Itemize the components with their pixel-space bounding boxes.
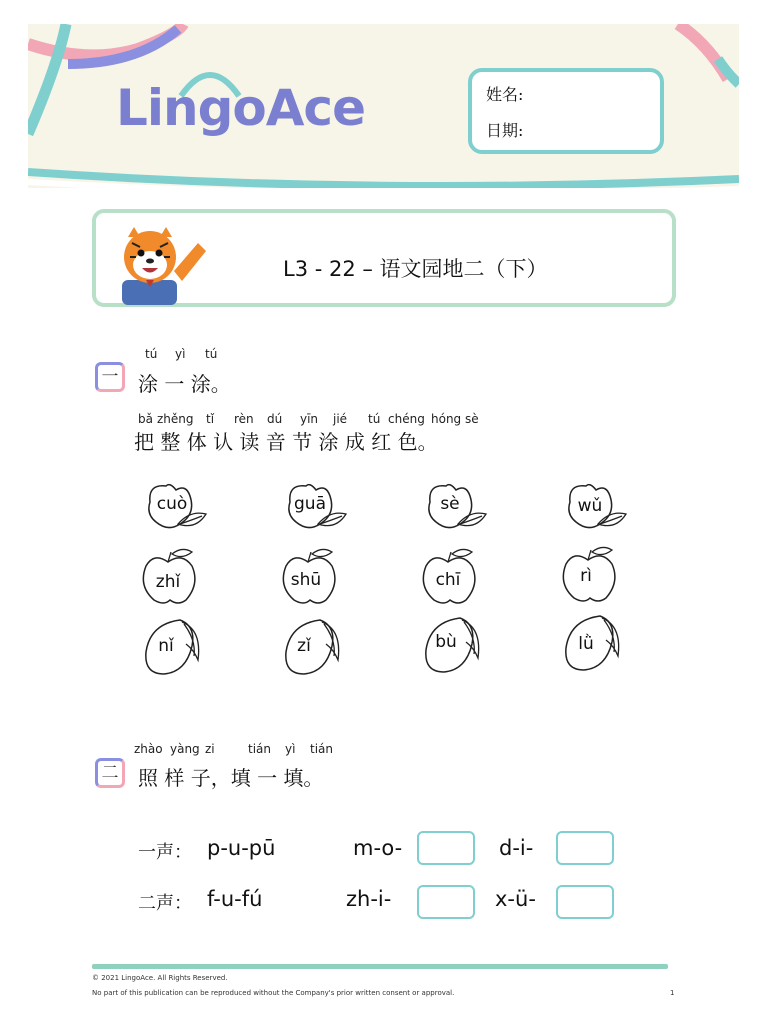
- footer-notice: No part of this publication can be reproduced without the Company's prior written consent or approval.: [92, 989, 455, 997]
- syllable-label: shū: [290, 570, 322, 590]
- syllable-label: nǐ: [158, 636, 174, 656]
- name-label: 姓名:: [486, 85, 524, 104]
- instruction-pinyin-1: bǎ: [138, 412, 153, 426]
- page-title: L3 - 22 – 语文园地二（下）: [283, 257, 548, 281]
- instruction-pinyin-11: sè: [465, 412, 479, 426]
- page-number: 1: [670, 989, 675, 997]
- syllable-label: guā: [294, 494, 326, 514]
- footer-divider: [92, 964, 668, 969]
- tone-2-example: f-u-fú: [207, 887, 263, 911]
- syllable-label: zhǐ: [155, 572, 181, 592]
- heading-2-pinyin-1: zhào: [134, 742, 163, 756]
- brand-logo: LingoAce: [116, 79, 365, 137]
- section-2-number: 二: [95, 758, 125, 788]
- tone-1-question-2: d-i-: [499, 836, 534, 860]
- syllable-label: wǔ: [577, 496, 603, 516]
- answer-box[interactable]: [417, 831, 475, 865]
- tiger-mascot-icon: [110, 225, 215, 305]
- heading-2-pinyin-2: yàng: [170, 742, 200, 756]
- heading-2-pinyin-5: yì: [285, 742, 296, 756]
- heading-2-pinyin-4: tián: [248, 742, 271, 756]
- syllable-label: sè: [440, 494, 460, 514]
- tone-2-question-1: zh-i-: [346, 887, 392, 911]
- instruction-pinyin-9: chéng: [388, 412, 425, 426]
- name-date-box: [468, 68, 664, 154]
- syllable-label: chī: [435, 570, 461, 590]
- syllable-label: lǜ: [578, 634, 594, 654]
- heading-2-pinyin-6: tián: [310, 742, 333, 756]
- heading-2-pinyin-3: zi: [205, 742, 215, 756]
- copyright-text: © 2021 LingoAce. All Rights Reserved.: [92, 974, 228, 982]
- instruction-pinyin-4: rèn: [234, 412, 254, 426]
- answer-box[interactable]: [556, 885, 614, 919]
- page-header: [28, 24, 739, 188]
- tone-1-example: p-u-pū: [207, 836, 276, 860]
- instruction-pinyin-8: tú: [368, 412, 381, 426]
- instruction-pinyin-3: tǐ: [206, 412, 215, 426]
- section-1-number: 一: [95, 362, 125, 392]
- section-1-instruction: 把 整 体 认 读 音 节 涂 成 红 色。: [134, 430, 438, 454]
- section-2-heading: 照 样 子，填 一 填。: [138, 766, 324, 790]
- tone-1-question-1: m-o-: [353, 836, 403, 860]
- date-label: 日期:: [486, 121, 524, 140]
- section-1-heading: 涂 一 涂。: [138, 372, 231, 396]
- tone-2-label: 二声：: [138, 893, 192, 914]
- answer-box[interactable]: [556, 831, 614, 865]
- tone-1-label: 一声：: [138, 842, 192, 863]
- instruction-pinyin-2: zhěng: [157, 412, 194, 426]
- instruction-pinyin-5: dú: [267, 412, 283, 426]
- syllable-label: bù: [435, 632, 457, 652]
- instruction-pinyin-6: yīn: [300, 412, 319, 426]
- answer-box[interactable]: [417, 885, 475, 919]
- heading-1-pinyin-3: tú: [205, 347, 218, 361]
- instruction-pinyin-7: jié: [333, 412, 348, 426]
- heading-1-pinyin-2: yì: [175, 347, 186, 361]
- tone-2-question-2: x-ü-: [495, 887, 536, 911]
- syllable-label: cuò: [156, 494, 188, 514]
- instruction-pinyin-10: hóng: [431, 412, 462, 426]
- syllable-label: zǐ: [297, 636, 311, 656]
- heading-1-pinyin-1: tú: [145, 347, 158, 361]
- syllable-label: rì: [580, 566, 592, 586]
